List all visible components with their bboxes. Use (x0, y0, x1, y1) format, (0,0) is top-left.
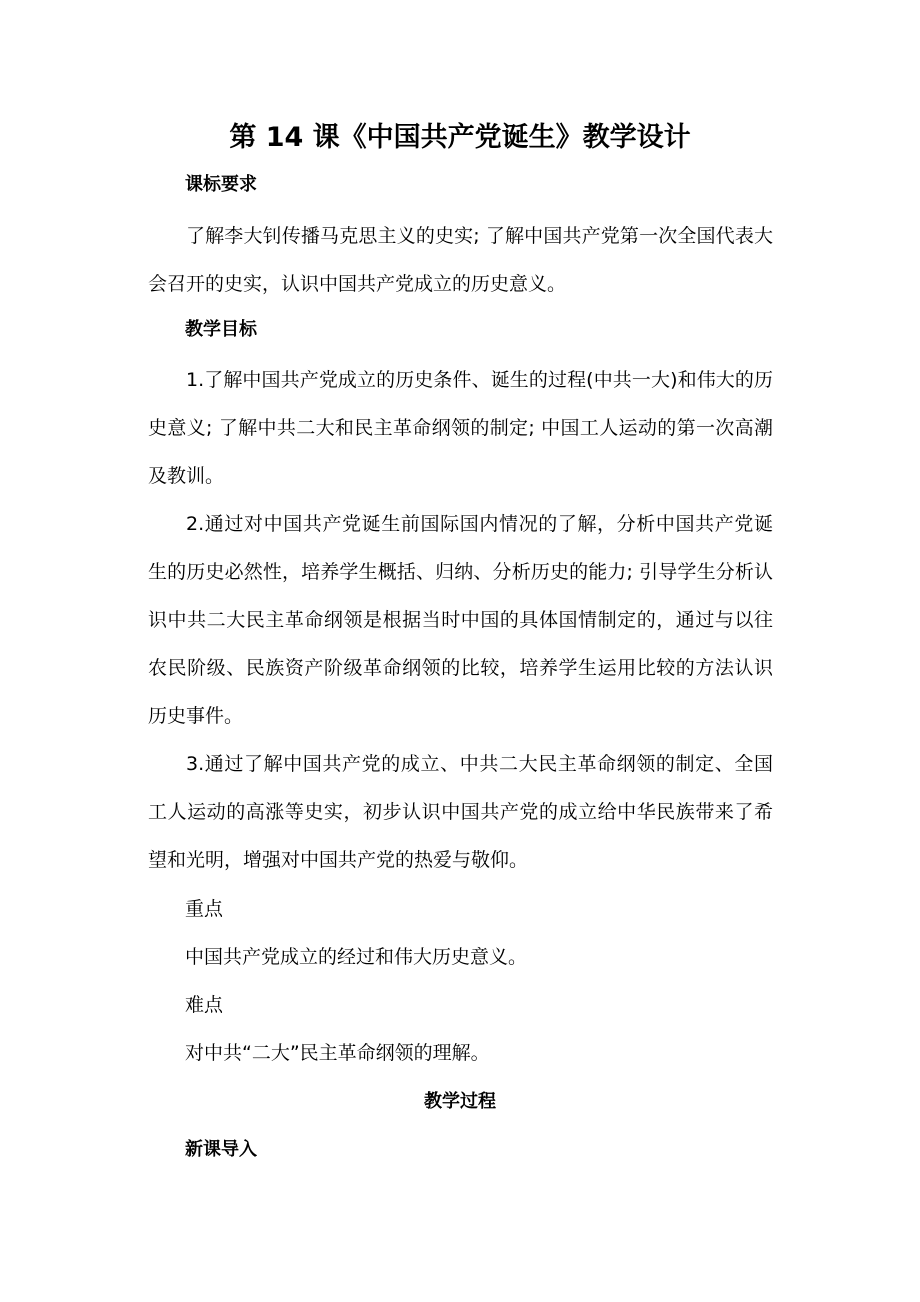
difficulty-text: 对中共“二大”民主革命纲领的理解。 (185, 1042, 490, 1064)
difficulty-label: 难点 (185, 994, 224, 1016)
intro-heading: 新课导入 (185, 1139, 257, 1160)
key-point-label: 重点 (185, 898, 224, 920)
key-point-text: 中国共产党成立的经过和伟大历史意义。 (185, 946, 528, 968)
curriculum-heading: 课标要求 (185, 174, 257, 195)
objective-3-paragraph: 3.通过了解中国共产党的成立、中共二大民主革命纲领的制定、全国工人运动的高涨等史实，初步认识中国共产党的成立给中华民族带来了希望和光明，增强对中国共产党的热爱与敬仰。 (148, 753, 773, 871)
objective-2-paragraph: 2.通过对中国共产党诞生前国际国内情况的了解，分析中国共产党诞生的历史必然性，培养学生概括、归纳、分析历史的能力; 引导学生分析认识中共二大民主革命纲领是根据当时中国的具体国情制定的，通过与以往农民阶级、民族资产阶级革命纲领的比较，培养学生运用比较的方法认识历史事件。 (148, 513, 773, 727)
objectives-heading: 教学目标 (185, 319, 257, 340)
document-title: 第 14 课《中国共产党诞生》教学设计 (229, 122, 691, 153)
curriculum-paragraph: 了解李大钊传播马克思主义的史实; 了解中国共产党第一次全国代表大会召开的史实，认识中国共产党成立的历史意义。 (148, 225, 773, 295)
process-heading: 教学过程 (424, 1091, 496, 1112)
objective-1-paragraph: 1.了解中国共产党成立的历史条件、诞生的过程(中共一大)和伟大的历史意义; 了解中共二大和民主革命纲领的制定; 中国工人运动的第一次高潮及教训。 (148, 369, 773, 487)
